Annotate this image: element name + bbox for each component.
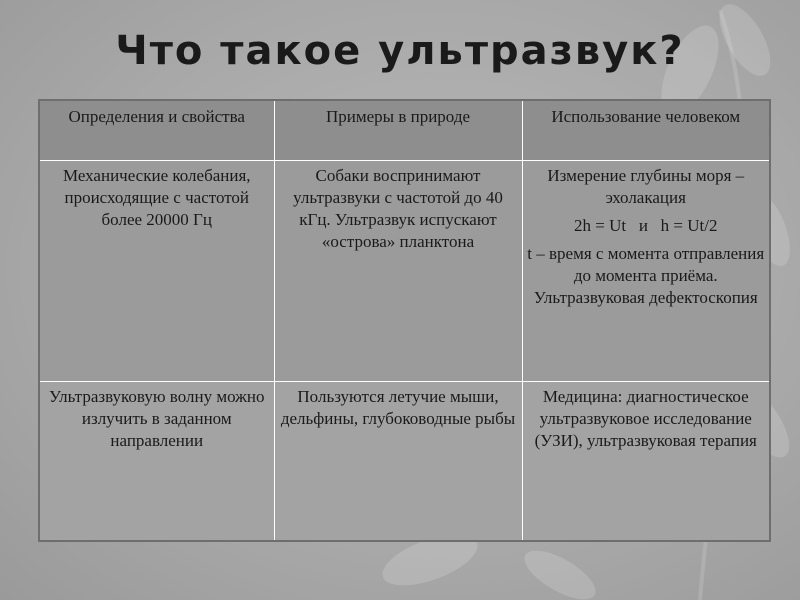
usage-cell [522,382,770,542]
table-row [39,382,770,542]
page-title: Что такое ультразвук? [115,28,685,74]
definition-cell: Ультразвуковую волну можно излучить в заданном направлении [39,382,274,542]
ultrasound-table [38,99,771,542]
column-header-definitions: Определения и свойства [39,100,274,161]
usage-formula: 2h = Ut и h = Ut/2 [574,216,718,235]
usage-line: t – время с момента отправления до момента приёма. Ультразвуковая дефектоскопия [527,244,765,307]
table-row [39,161,770,382]
column-header-nature-examples: Примеры в природе [274,100,522,161]
usage-cell [522,161,770,382]
nature-cell: Собаки воспринимают ультразвуки с частотой до 40 кГц. Ультразвук испускают «острова» планктона [274,161,522,382]
usage-line: Медицина: диагностическое ультразвуковое исследование (УЗИ), ультразвуковая терапия [534,387,757,450]
nature-cell: Пользуются летучие мыши, дельфины, глубоководные рыбы [274,382,522,542]
usage-line: Измерение глубины моря – эхолакация [547,166,745,207]
column-header-human-usage: Использование человеком [522,100,770,161]
definition-cell: Механические колебания, происходящие с частотой более 20000 Гц [39,161,274,382]
table-header-row [39,100,770,161]
